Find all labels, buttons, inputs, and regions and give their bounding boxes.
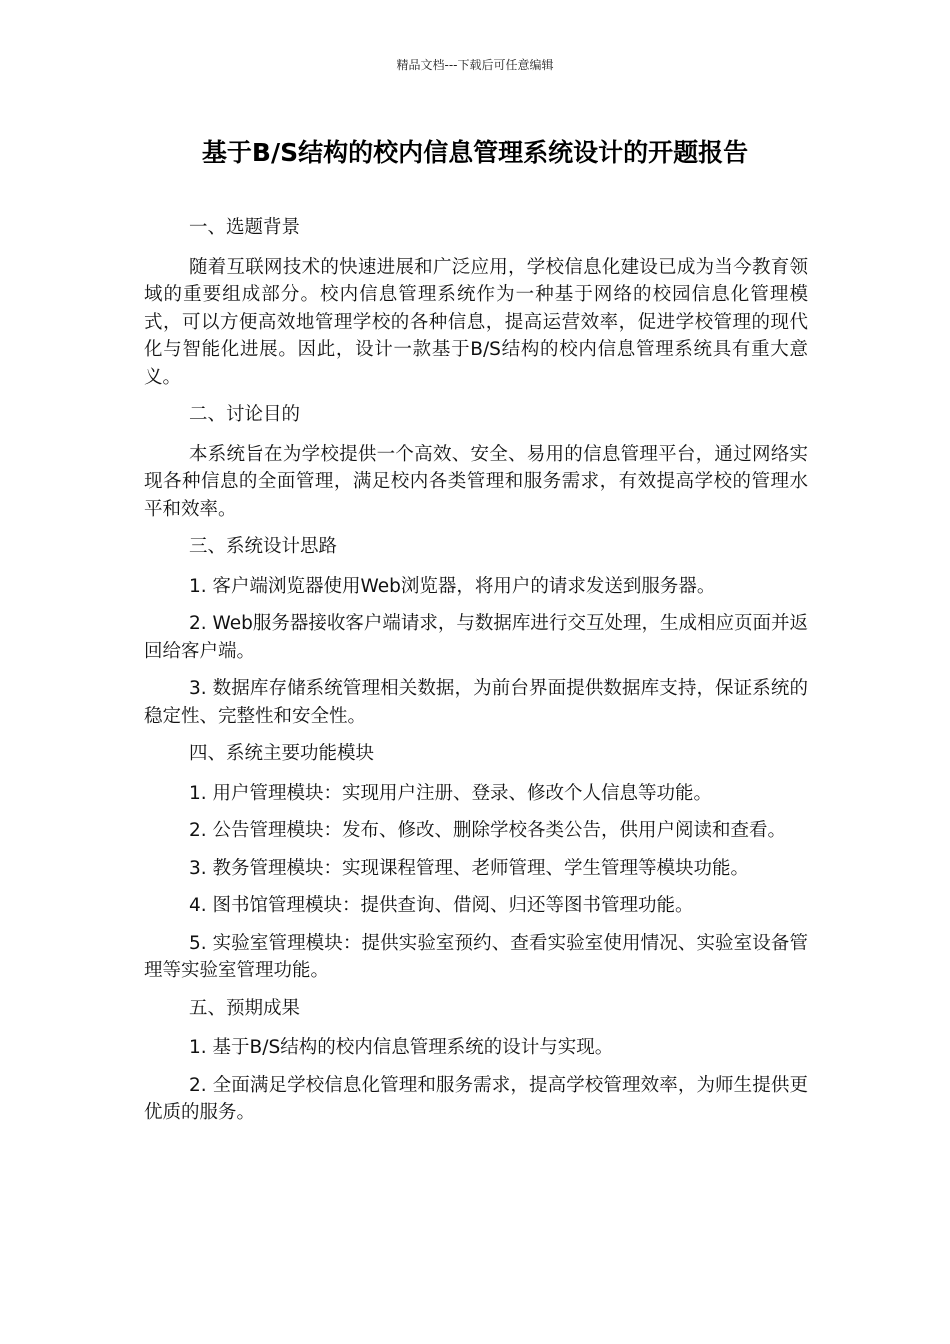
list-item: 1. 客户端浏览器使用Web浏览器，将用户的请求发送到服务器。 [189, 575, 716, 597]
list-item: 3. 数据库存储系统管理相关数据，为前台界面提供数据库支持，保证系统的稳定性、完整性和安全性。 [144, 678, 808, 727]
document-title: 基于B/S结构的校内信息管理系统设计的开题报告 [201, 138, 749, 167]
section-heading-purpose: 二、讨论目的 [189, 404, 301, 425]
list-item: 2. 全面满足学校信息化管理和服务需求，提高学校管理效率，为师生提供更优质的服务。 [144, 1074, 808, 1123]
list-item: 3. 教务管理模块：实现课程管理、老师管理、学生管理等模块功能。 [189, 857, 750, 879]
list-item: 1. 基于B/S结构的校内信息管理系统的设计与实现。 [189, 1037, 614, 1058]
section-heading-modules: 四、系统主要功能模块 [189, 743, 375, 764]
list-item: 2. Web服务器接收客户端请求，与数据库进行交互处理，生成相应页面并返回给客户端。 [144, 613, 808, 662]
page-header: 精品文档---下载后可任意编辑 [396, 58, 554, 72]
section-heading-background: 一、选题背景 [189, 217, 301, 238]
list-item: 1. 用户管理模块：实现用户注册、登录、修改个人信息等功能。 [189, 782, 713, 804]
section-heading-expected-results: 五、预期成果 [189, 997, 301, 1019]
document-body [144, 214, 808, 1137]
paragraph: 本系统旨在为学校提供一个高效、安全、易用的信息管理平台，通过网络实现各种信息的全面管理，满足校内各类管理和服务需求，有效提高学校的管理水平和效率。 [144, 443, 808, 520]
list-item: 2. 公告管理模块：发布、修改、删除学校各类公告，供用户阅读和查看。 [189, 820, 787, 841]
paragraph: 随着互联网技术的快速进展和广泛应用，学校信息化建设已成为当今教育领域的重要组成部分。校内信息管理系统作为一种基于网络的校园信息化管理模式，可以方便高效地管理学校的各种信息，提高运营效率，促进学校管理的现代化与智能化进展。因此，设计一款基于B/S结构的校内信息管理系统具有重大意义。 [144, 256, 808, 388]
section-heading-design-idea: 三、系统设计思路 [189, 536, 338, 557]
list-item: 5. 实验室管理模块：提供实验室预约、查看实验室使用情况、实验室设备管理等实验室管理功能。 [144, 932, 808, 981]
list-item: 4. 图书馆管理模块：提供查询、借阅、归还等图书管理功能。 [189, 895, 694, 916]
